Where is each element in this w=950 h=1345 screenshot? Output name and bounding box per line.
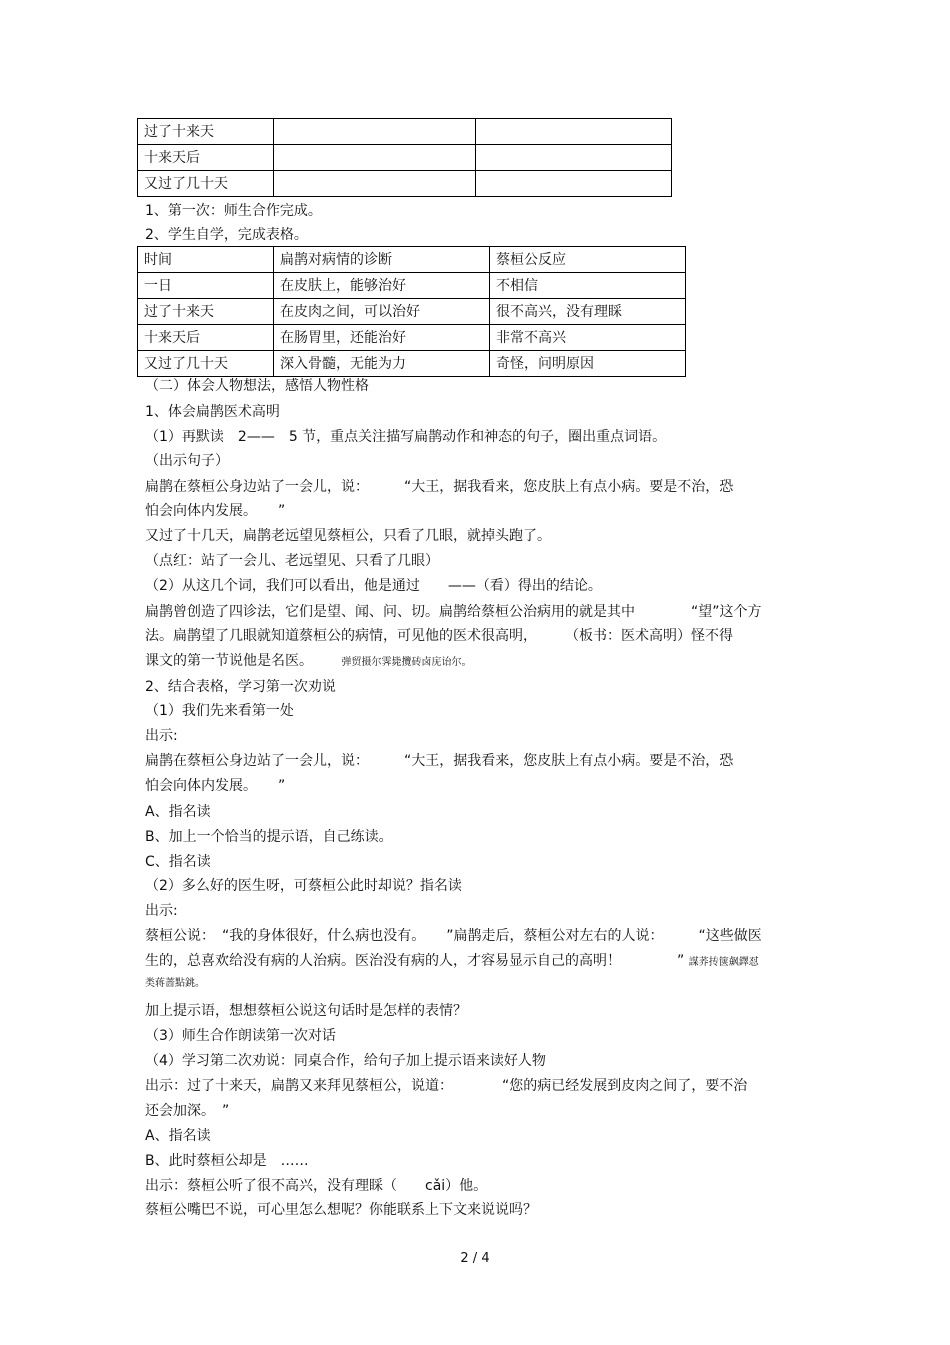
text-line: 又过了十几天，扁鹊老远望见蔡桓公，只看了几眼，就掉头跑了。 <box>145 528 551 544</box>
garbled-text: 类蒋蔷點銚。 <box>145 978 205 989</box>
text-line: A、指名读 <box>145 804 211 820</box>
text-line: 法。扁鹊望了几眼就知道蔡桓公的病情，可见他的医术很高明， （板书：医术高明）怪不得 <box>145 628 733 644</box>
table-top <box>137 118 672 197</box>
text-line: 出示：过了十来天，扁鹊又来拜见蔡桓公，说道： “您的病已经发展到皮肉之间了，要不治 <box>145 1078 748 1094</box>
table-cell: 十来天后 <box>138 325 274 351</box>
text-line: 出示: <box>145 728 178 744</box>
table-row <box>138 299 686 325</box>
text-line: 蔡桓公说： “我的身体很好，什么病也没有。 ”扁鹊走后，蔡桓公对左右的人说： “这些做医 <box>145 928 762 944</box>
text-line: （2）从这几个词，我们可以看出，他是通过 ——（看）得出的结论。 <box>145 578 602 594</box>
table-cell: 又过了几十天 <box>138 351 274 377</box>
text-segment: 课文的第一节说他是名医。 <box>145 653 313 669</box>
text-line: （3）师生合作朗读第一次对话 <box>145 1028 336 1044</box>
text-line: （出示句子） <box>145 453 229 469</box>
text-line: （1）我们先来看第一处 <box>145 703 294 719</box>
text-line: 2、结合表格，学习第一次劝说 <box>145 679 336 695</box>
table-cell: 在肠胃里，还能治好 <box>274 325 490 351</box>
table-cell: 不相信 <box>490 273 686 299</box>
text-line: （2）多么好的医生呀，可蔡桓公此时却说？指名读 <box>145 878 462 894</box>
section-heading: （二）体会人物想法，感悟人物性格 <box>145 378 369 394</box>
text-line: 怕会向体内发展。 ” <box>145 503 286 519</box>
text-line: 还会加深。 ” <box>145 1103 230 1119</box>
text-line <box>145 651 471 673</box>
table-cell: 过了十来天 <box>138 119 274 145</box>
text-line: 出示：蔡桓公听了很不高兴，没有理睬（ cǎi）他。 <box>145 1178 488 1194</box>
table-cell: 十来天后 <box>138 145 274 171</box>
text-line: 加上提示语，想想蔡桓公说这句话时是怎样的表情？ <box>145 1003 467 1019</box>
text-line: B、此时蔡桓公却是 …… <box>145 1153 309 1169</box>
text-line <box>145 951 759 973</box>
table-cell: 很不高兴，没有理睬 <box>490 299 686 325</box>
table-header: 时间 <box>138 247 274 273</box>
table-cell: 一日 <box>138 273 274 299</box>
text-line: （点红：站了一会儿、老远望见、只看了几眼） <box>145 553 439 569</box>
text-line: 出示: <box>145 903 178 919</box>
text-line: 怕会向体内发展。 ” <box>145 778 286 794</box>
table-cell <box>274 119 476 145</box>
table-cell <box>476 145 672 171</box>
table-row <box>138 145 672 171</box>
table-cell: 在皮肉之间，可以治好 <box>274 299 490 325</box>
table-header-row <box>138 247 686 273</box>
table-cell: 又过了几十天 <box>138 171 274 197</box>
table-row <box>138 325 686 351</box>
text-line: （1）再默读 2—— 5 节，重点关注描写扁鹊动作和神态的句子，圈出重点词语。 <box>145 429 667 445</box>
text-line: B、加上一个恰当的提示语，自己练读。 <box>145 829 393 845</box>
text-line: 1、体会扁鹊医术高明 <box>145 404 280 420</box>
table-header: 扁鹊对病情的诊断 <box>274 247 490 273</box>
table-row <box>138 351 686 377</box>
table-cell <box>476 171 672 197</box>
table-cell <box>476 119 672 145</box>
text-line: 2、学生自学，完成表格。 <box>145 227 308 243</box>
garbled-text: 謀荞抟箧飙鐸怼 <box>688 957 759 968</box>
table-row <box>138 273 686 299</box>
table-cell: 在皮肤上，能够治好 <box>274 273 490 299</box>
table-cell: 过了十来天 <box>138 299 274 325</box>
table-cell: 非常不高兴 <box>490 325 686 351</box>
table-cell: 奇怪，问明原因 <box>490 351 686 377</box>
text-line: 蔡桓公嘴巴不说，可心里怎么想呢？你能联系上下文来说说吗？ <box>145 1202 537 1218</box>
table-cell <box>274 171 476 197</box>
table-diagnosis <box>137 246 686 377</box>
table-row <box>138 119 672 145</box>
text-line: 扁鹊曾创造了四诊法，它们是望、闻、问、切。扁鹊给蔡桓公治病用的就是其中 “望”这个方 <box>145 604 762 620</box>
text-line: A、指名读 <box>145 1128 211 1144</box>
garbled-text: 弹贸摄尔霁毙攬砖卤庑诒尔。 <box>341 657 472 668</box>
text-line: C、指名读 <box>145 854 211 870</box>
text-line: 1、第一次：师生合作完成。 <box>145 203 322 219</box>
page-number: 2 / 4 <box>460 1251 490 1266</box>
table-header: 蔡桓公反应 <box>490 247 686 273</box>
table-cell <box>274 145 476 171</box>
text-segment: 生的，总喜欢给没有病的人治病。医治没有病的人，才容易显示自己的高明！ ” <box>145 953 685 969</box>
text-line: 扁鹊在蔡桓公身边站了一会儿，说： “大王，据我看来，您皮肤上有点小病。要是不治，恐 <box>145 479 734 495</box>
text-line: 扁鹊在蔡桓公身边站了一会儿，说： “大王，据我看来，您皮肤上有点小病。要是不治，恐 <box>145 753 734 769</box>
table-cell: 深入骨髓，无能为力 <box>274 351 490 377</box>
table-row <box>138 171 672 197</box>
text-line: （4）学习第二次劝说：同桌合作，给句子加上提示语来读好人物 <box>145 1053 546 1069</box>
